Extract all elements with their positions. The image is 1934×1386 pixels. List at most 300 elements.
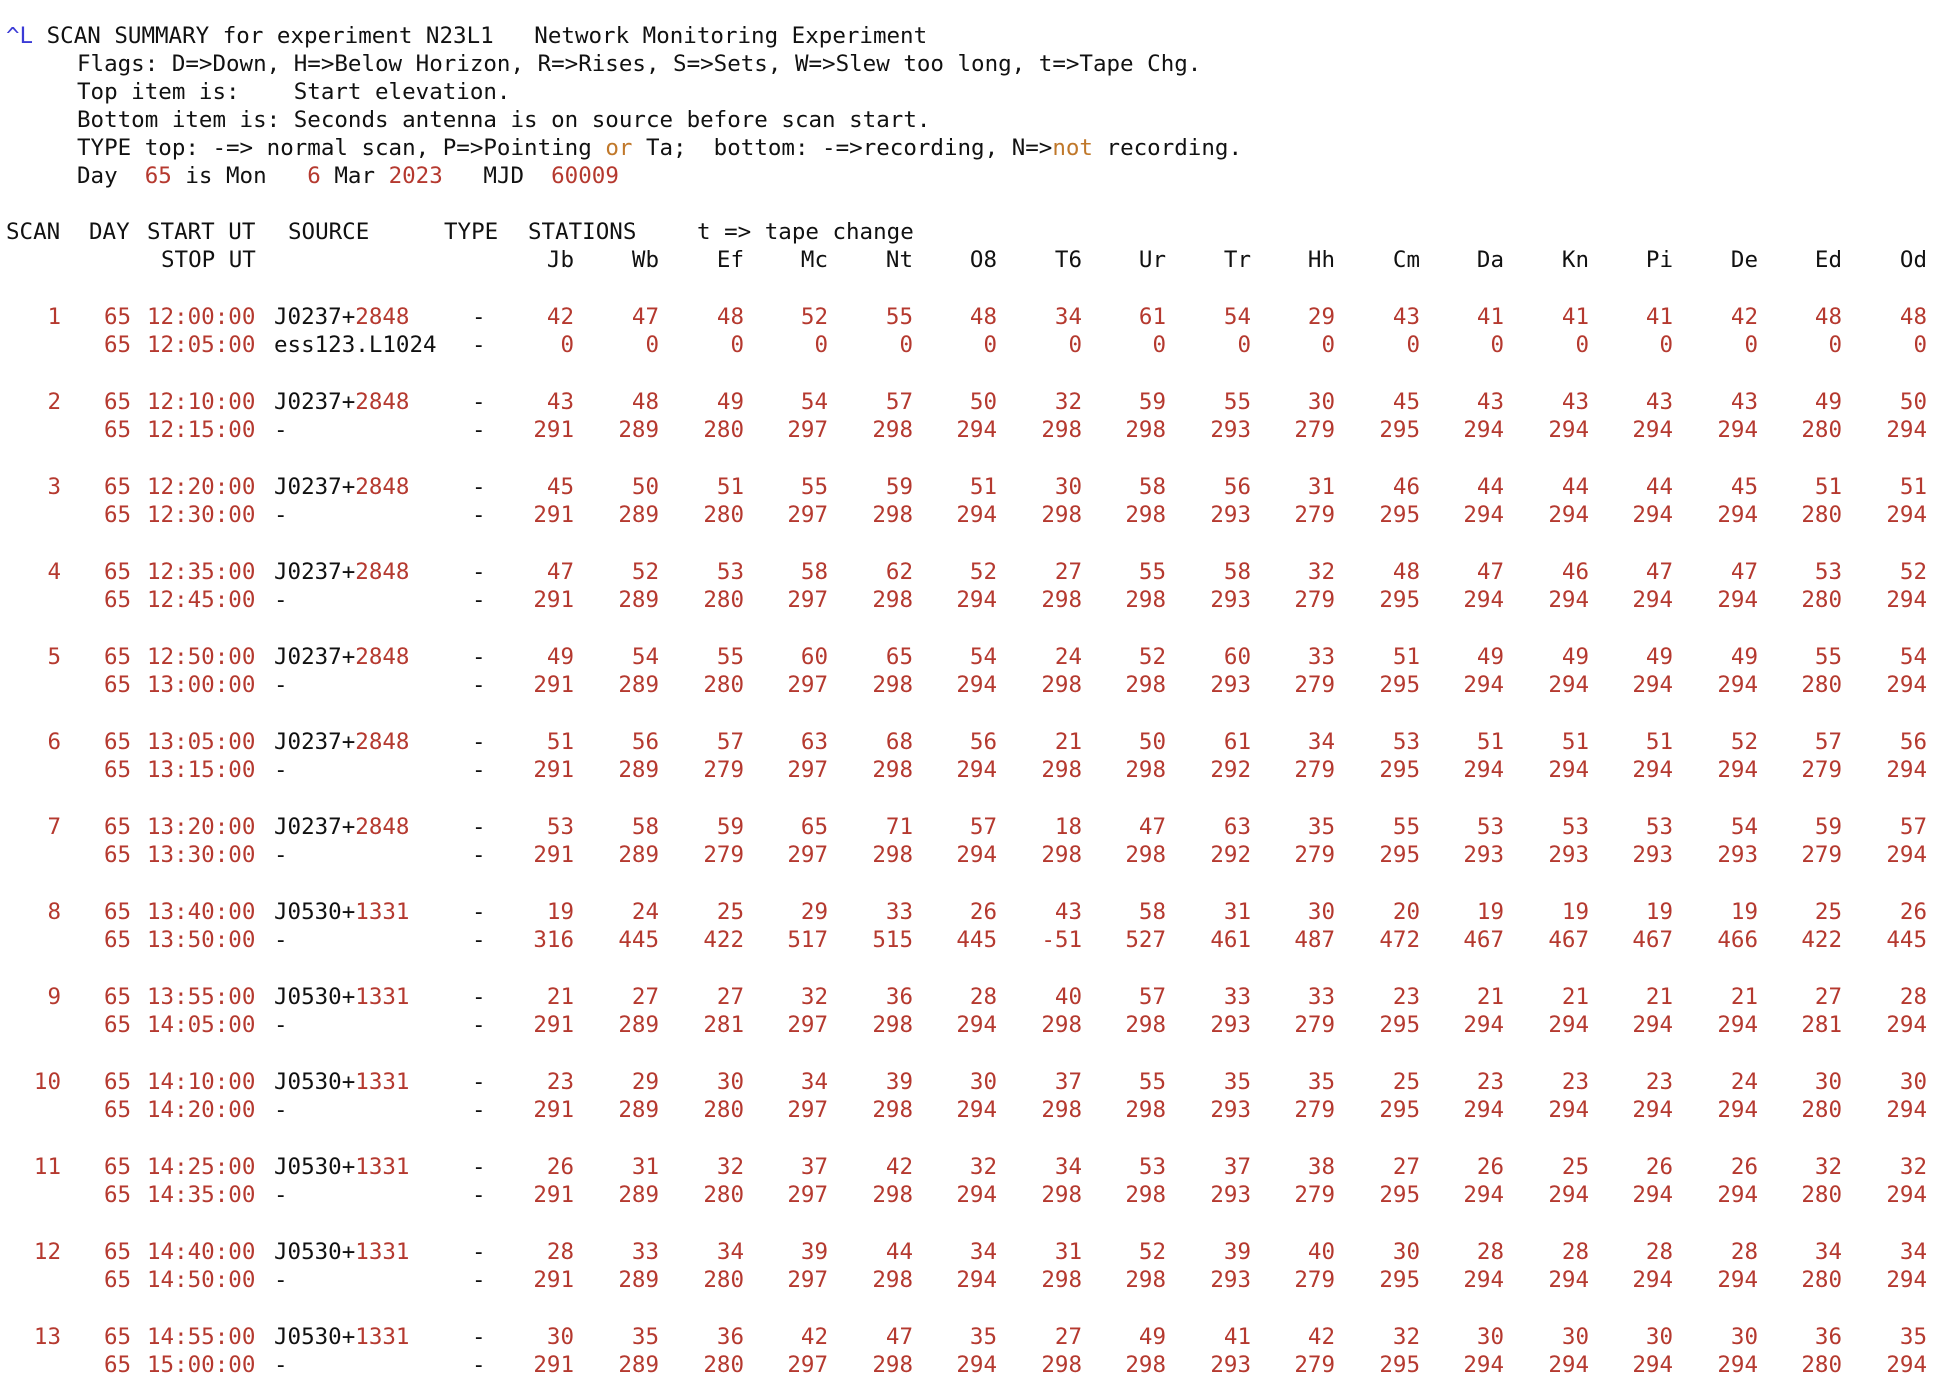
elevation-value: 39 <box>885 1069 913 1095</box>
elevation-value: 58 <box>631 814 659 840</box>
on-source-seconds: 291 <box>533 672 574 698</box>
elevation-value: 28 <box>1899 984 1927 1010</box>
on-source-seconds: 279 <box>703 842 744 868</box>
station-header-kn: Kn <box>1561 247 1589 273</box>
elevation-value: 26 <box>1476 1154 1504 1180</box>
elevation-value: 53 <box>1814 559 1842 585</box>
elevation-value: 49 <box>1730 644 1758 670</box>
on-source-seconds: 294 <box>1548 1182 1589 1208</box>
elevation-value: 53 <box>1645 814 1673 840</box>
on-source-seconds: 291 <box>533 842 574 868</box>
scan-number: 1 <box>47 304 61 330</box>
on-source-seconds: 298 <box>1125 502 1166 528</box>
on-source-seconds: 461 <box>1210 927 1251 953</box>
elevation-value: 26 <box>1899 899 1927 925</box>
on-source-seconds: 279 <box>1294 1352 1335 1378</box>
on-source-seconds: 298 <box>872 587 913 613</box>
on-source-seconds: 298 <box>872 1352 913 1378</box>
elevation-value: 54 <box>631 644 659 670</box>
scan-type-bottom: - <box>472 842 486 868</box>
on-source-seconds: 294 <box>1717 757 1758 783</box>
scan-source <box>274 813 409 841</box>
elevation-value: 59 <box>716 814 744 840</box>
scan-start-time: 14:40:00 <box>147 1239 256 1265</box>
on-source-seconds: 295 <box>1379 1267 1420 1293</box>
elevation-value: 51 <box>716 474 744 500</box>
on-source-seconds: 467 <box>1463 927 1504 953</box>
on-source-seconds: 294 <box>956 1097 997 1123</box>
elevation-value: 52 <box>1138 644 1166 670</box>
scan-day: 65 <box>104 1239 132 1265</box>
scan-day: 65 <box>104 332 132 358</box>
on-source-seconds: 294 <box>956 1267 997 1293</box>
scan-day: 65 <box>104 814 132 840</box>
elevation-value: 55 <box>885 304 913 330</box>
on-source-seconds: 291 <box>533 502 574 528</box>
on-source-seconds: 280 <box>1801 672 1842 698</box>
scan-day: 65 <box>104 644 132 670</box>
elevation-value: 56 <box>1899 729 1927 755</box>
col-day: DAY <box>89 219 130 245</box>
source-number: 1331 <box>355 1324 410 1350</box>
on-source-seconds: 280 <box>703 1267 744 1293</box>
on-source-seconds: 0 <box>645 332 659 358</box>
scan-stop-time: 13:15:00 <box>147 757 256 783</box>
scan-day: 65 <box>104 984 132 1010</box>
source-name: J0237+ <box>274 474 356 500</box>
weekday: is Mon <box>185 163 267 189</box>
elevation-value: 49 <box>1561 644 1589 670</box>
on-source-seconds: 289 <box>618 502 659 528</box>
on-source-seconds: 0 <box>814 332 828 358</box>
elevation-value: 55 <box>1138 1069 1166 1095</box>
on-source-seconds: 298 <box>872 757 913 783</box>
elevation-value: 51 <box>1899 474 1927 500</box>
on-source-seconds: 279 <box>1294 842 1335 868</box>
elevation-value: 38 <box>1307 1154 1335 1180</box>
elevation-value: 24 <box>1054 644 1082 670</box>
elevation-value: 47 <box>885 1324 913 1350</box>
scan-stop-time: 14:20:00 <box>147 1097 256 1123</box>
on-source-seconds: 294 <box>1886 842 1927 868</box>
scan-number: 10 <box>33 1069 61 1095</box>
elevation-value: 21 <box>1476 984 1504 1010</box>
scan-day: 65 <box>104 899 132 925</box>
on-source-seconds: 294 <box>1717 1352 1758 1378</box>
scan-day: 65 <box>104 757 132 783</box>
scan-type-bottom: - <box>472 1352 486 1378</box>
elevation-value: 32 <box>716 1154 744 1180</box>
elevation-value: 21 <box>1645 984 1673 1010</box>
elevation-value: 23 <box>1392 984 1420 1010</box>
elevation-value: 43 <box>1392 304 1420 330</box>
scan-type-top: - <box>472 389 486 415</box>
scan-source <box>274 1153 409 1181</box>
scan-type-top: - <box>472 559 486 585</box>
on-source-seconds: 294 <box>1717 672 1758 698</box>
elevation-value: 54 <box>969 644 997 670</box>
elevation-value: 35 <box>631 1324 659 1350</box>
scan-stop-time: 15:00:00 <box>147 1352 256 1378</box>
elevation-value: 34 <box>716 1239 744 1265</box>
scan-source-secondary: - <box>274 1267 288 1293</box>
on-source-seconds: 445 <box>618 927 659 953</box>
on-source-seconds: 445 <box>956 927 997 953</box>
on-source-seconds: 297 <box>787 842 828 868</box>
source-name: J0237+ <box>274 644 356 670</box>
elevation-value: 27 <box>1054 1324 1082 1350</box>
elevation-value: 30 <box>1645 1324 1673 1350</box>
elevation-value: 27 <box>716 984 744 1010</box>
type-legend <box>77 134 1242 162</box>
scan-type-top: - <box>472 814 486 840</box>
elevation-value: 35 <box>1307 814 1335 840</box>
source-number: 2848 <box>355 814 410 840</box>
on-source-seconds: 280 <box>1801 1182 1842 1208</box>
scan-type-bottom: - <box>472 587 486 613</box>
on-source-seconds: 294 <box>956 1352 997 1378</box>
on-source-seconds: 293 <box>1632 842 1673 868</box>
on-source-seconds: 297 <box>787 1097 828 1123</box>
source-number: 1331 <box>355 899 410 925</box>
elevation-value: 50 <box>1138 729 1166 755</box>
on-source-seconds: 293 <box>1717 842 1758 868</box>
on-source-seconds: 294 <box>1463 502 1504 528</box>
on-source-seconds: 291 <box>533 417 574 443</box>
elevation-value: 34 <box>969 1239 997 1265</box>
elevation-value: 61 <box>1223 729 1251 755</box>
elevation-value: 58 <box>800 559 828 585</box>
elevation-value: 34 <box>1307 729 1335 755</box>
elevation-value: 48 <box>716 304 744 330</box>
source-number: 2848 <box>355 559 410 585</box>
elevation-value: 44 <box>1645 474 1673 500</box>
elevation-value: 43 <box>1730 389 1758 415</box>
on-source-seconds: 298 <box>872 1012 913 1038</box>
elevation-value: 59 <box>1814 814 1842 840</box>
elevation-value: 55 <box>1814 644 1842 670</box>
scan-day: 65 <box>104 1324 132 1350</box>
on-source-seconds: 279 <box>1294 1267 1335 1293</box>
elevation-value: 57 <box>969 814 997 840</box>
elevation-value: 51 <box>1476 729 1504 755</box>
on-source-seconds: 294 <box>1886 1352 1927 1378</box>
on-source-seconds: 293 <box>1210 672 1251 698</box>
scan-number: 6 <box>47 729 61 755</box>
scan-stop-time: 14:50:00 <box>147 1267 256 1293</box>
scan-start-time: 13:40:00 <box>147 899 256 925</box>
elevation-value: 58 <box>1138 899 1166 925</box>
source-name: J0237+ <box>274 389 356 415</box>
scan-number: 8 <box>47 899 61 925</box>
on-source-seconds: 293 <box>1463 842 1504 868</box>
scan-source <box>274 1323 409 1351</box>
elevation-value: 60 <box>1223 644 1251 670</box>
on-source-seconds: 0 <box>560 332 574 358</box>
day-number: 65 <box>144 163 172 189</box>
on-source-seconds: 0 <box>1744 332 1758 358</box>
on-source-seconds: 295 <box>1379 1097 1420 1123</box>
on-source-seconds: 298 <box>1125 1267 1166 1293</box>
source-name: J0530+ <box>274 1069 356 1095</box>
scan-stop-time: 12:05:00 <box>147 332 256 358</box>
elevation-value: 46 <box>1561 559 1589 585</box>
scan-type-top: - <box>472 1069 486 1095</box>
scan-start-time: 13:05:00 <box>147 729 256 755</box>
on-source-seconds: 297 <box>787 1352 828 1378</box>
type-legend-or: or <box>605 135 633 161</box>
elevation-value: 23 <box>1476 1069 1504 1095</box>
scan-type-top: - <box>472 729 486 755</box>
elevation-value: 19 <box>1645 899 1673 925</box>
on-source-seconds: 298 <box>1041 502 1082 528</box>
on-source-seconds: 291 <box>533 1267 574 1293</box>
on-source-seconds: 294 <box>956 842 997 868</box>
on-source-seconds: 294 <box>1717 417 1758 443</box>
on-source-seconds: 280 <box>1801 587 1842 613</box>
elevation-value: 54 <box>1223 304 1251 330</box>
on-source-seconds: 291 <box>533 587 574 613</box>
scan-source <box>274 1068 409 1096</box>
on-source-seconds: 297 <box>787 1012 828 1038</box>
scan-day: 65 <box>104 1352 132 1378</box>
elevation-value: 51 <box>1561 729 1589 755</box>
elevation-value: 40 <box>1054 984 1082 1010</box>
scan-type-top: - <box>472 644 486 670</box>
elevation-value: 62 <box>885 559 913 585</box>
on-source-seconds: 279 <box>1801 842 1842 868</box>
on-source-seconds: 294 <box>1717 587 1758 613</box>
scan-day: 65 <box>104 672 132 698</box>
scan-source <box>274 473 409 501</box>
elevation-value: 53 <box>1476 814 1504 840</box>
on-source-seconds: 280 <box>1801 502 1842 528</box>
on-source-seconds: 298 <box>1041 1097 1082 1123</box>
on-source-seconds: 280 <box>703 417 744 443</box>
on-source-seconds: 467 <box>1548 927 1589 953</box>
on-source-seconds: 0 <box>1237 332 1251 358</box>
scan-source-secondary: - <box>274 1352 288 1378</box>
elevation-value: 42 <box>800 1324 828 1350</box>
elevation-value: 55 <box>1392 814 1420 840</box>
on-source-seconds: 295 <box>1379 672 1420 698</box>
elevation-value: 43 <box>1561 389 1589 415</box>
elevation-value: 30 <box>1730 1324 1758 1350</box>
scan-stop-time: 13:00:00 <box>147 672 256 698</box>
elevation-value: 50 <box>969 389 997 415</box>
elevation-value: 53 <box>716 559 744 585</box>
on-source-seconds: 0 <box>1828 332 1842 358</box>
station-header-wb: Wb <box>631 247 659 273</box>
scan-type-bottom: - <box>472 757 486 783</box>
scan-day: 65 <box>104 502 132 528</box>
elevation-value: 47 <box>1730 559 1758 585</box>
top-item-legend: Top item is: Start elevation. <box>77 79 511 105</box>
elevation-value: 30 <box>546 1324 574 1350</box>
on-source-seconds: 279 <box>1801 757 1842 783</box>
elevation-value: 47 <box>631 304 659 330</box>
on-source-seconds: 0 <box>1406 332 1420 358</box>
on-source-seconds: 297 <box>787 1182 828 1208</box>
elevation-value: 31 <box>1054 1239 1082 1265</box>
scan-type-bottom: - <box>472 502 486 528</box>
elevation-value: 63 <box>800 729 828 755</box>
station-header-t6: T6 <box>1054 247 1082 273</box>
elevation-value: 35 <box>1899 1324 1927 1350</box>
scan-source-secondary: - <box>274 927 288 953</box>
on-source-seconds: 298 <box>1041 1352 1082 1378</box>
scan-stop-time: 13:30:00 <box>147 842 256 868</box>
elevation-value: 31 <box>1223 899 1251 925</box>
scan-day: 65 <box>104 1154 132 1180</box>
scan-start-time: 12:35:00 <box>147 559 256 585</box>
on-source-seconds: 0 <box>1068 332 1082 358</box>
date-year: 2023 <box>388 163 443 189</box>
scan-day: 65 <box>104 474 132 500</box>
on-source-seconds: 294 <box>1548 587 1589 613</box>
on-source-seconds: 291 <box>533 1182 574 1208</box>
scan-start-time: 12:10:00 <box>147 389 256 415</box>
on-source-seconds: 298 <box>1041 842 1082 868</box>
on-source-seconds: 298 <box>1125 1182 1166 1208</box>
scan-source-secondary: - <box>274 672 288 698</box>
on-source-seconds: 289 <box>618 1267 659 1293</box>
elevation-value: 28 <box>1476 1239 1504 1265</box>
source-number: 1331 <box>355 1069 410 1095</box>
on-source-seconds: 294 <box>1548 1267 1589 1293</box>
on-source-seconds: 294 <box>956 587 997 613</box>
on-source-seconds: 294 <box>1632 587 1673 613</box>
col-source: SOURCE <box>288 219 370 245</box>
on-source-seconds: 298 <box>1041 672 1082 698</box>
scan-type-bottom: - <box>472 1267 486 1293</box>
on-source-seconds: 0 <box>1490 332 1504 358</box>
scan-source <box>274 728 409 756</box>
station-header-ed: Ed <box>1814 247 1842 273</box>
on-source-seconds: 295 <box>1379 1182 1420 1208</box>
elevation-value: 56 <box>631 729 659 755</box>
date-line <box>77 162 619 190</box>
elevation-value: 50 <box>1899 389 1927 415</box>
on-source-seconds: 289 <box>618 417 659 443</box>
elevation-value: 30 <box>1307 899 1335 925</box>
elevation-value: 50 <box>631 474 659 500</box>
on-source-seconds: 279 <box>1294 672 1335 698</box>
elevation-value: 58 <box>1138 474 1166 500</box>
elevation-value: 34 <box>1814 1239 1842 1265</box>
station-header-de: De <box>1730 247 1758 273</box>
elevation-value: 63 <box>1223 814 1251 840</box>
on-source-seconds: 298 <box>1041 587 1082 613</box>
elevation-value: 46 <box>1392 474 1420 500</box>
col-start: START UT <box>147 219 256 245</box>
scan-start-time: 14:10:00 <box>147 1069 256 1095</box>
on-source-seconds: 422 <box>703 927 744 953</box>
elevation-value: 32 <box>1307 559 1335 585</box>
elevation-value: 30 <box>1899 1069 1927 1095</box>
scan-source-secondary: - <box>274 502 288 528</box>
scan-number: 2 <box>47 389 61 415</box>
elevation-value: 44 <box>885 1239 913 1265</box>
scan-number: 11 <box>33 1154 61 1180</box>
on-source-seconds: 280 <box>703 672 744 698</box>
elevation-value: 25 <box>1561 1154 1589 1180</box>
on-source-seconds: 294 <box>956 672 997 698</box>
elevation-value: 49 <box>546 644 574 670</box>
elevation-value: 65 <box>800 814 828 840</box>
scan-type-top: - <box>472 304 486 330</box>
elevation-value: 42 <box>1730 304 1758 330</box>
source-name: J0237+ <box>274 559 356 585</box>
on-source-seconds: 294 <box>956 502 997 528</box>
on-source-seconds: 294 <box>1548 1097 1589 1123</box>
on-source-seconds: 289 <box>618 1012 659 1038</box>
elevation-value: 53 <box>1138 1154 1166 1180</box>
source-name: J0237+ <box>274 814 356 840</box>
elevation-value: 26 <box>1730 1154 1758 1180</box>
elevation-value: 21 <box>1730 984 1758 1010</box>
elevation-value: 33 <box>631 1239 659 1265</box>
scan-source <box>274 983 409 1011</box>
on-source-seconds: 294 <box>1886 502 1927 528</box>
scan-day: 65 <box>104 389 132 415</box>
col-stop: STOP UT <box>161 247 256 273</box>
elevation-value: 56 <box>969 729 997 755</box>
on-source-seconds: 487 <box>1294 927 1335 953</box>
elevation-value: 48 <box>1392 559 1420 585</box>
elevation-value: 30 <box>1054 474 1082 500</box>
on-source-seconds: 295 <box>1379 587 1420 613</box>
type-legend-part: TYPE top: -=> normal scan, P=>Pointing <box>77 135 606 161</box>
elevation-value: 21 <box>1054 729 1082 755</box>
elevation-value: 32 <box>1899 1154 1927 1180</box>
on-source-seconds: 293 <box>1210 1012 1251 1038</box>
scan-source-secondary: - <box>274 842 288 868</box>
elevation-value: 53 <box>546 814 574 840</box>
elevation-value: 30 <box>1814 1069 1842 1095</box>
scan-number: 4 <box>47 559 61 585</box>
on-source-seconds: 298 <box>872 1267 913 1293</box>
elevation-value: 27 <box>1392 1154 1420 1180</box>
on-source-seconds: 298 <box>1041 1182 1082 1208</box>
elevation-value: 52 <box>631 559 659 585</box>
on-source-seconds: 294 <box>1886 1012 1927 1038</box>
scan-source-secondary: - <box>274 1012 288 1038</box>
elevation-value: 19 <box>1561 899 1589 925</box>
elevation-value: 65 <box>885 644 913 670</box>
on-source-seconds: 291 <box>533 1012 574 1038</box>
col-scan: SCAN <box>6 219 61 245</box>
elevation-value: 53 <box>1561 814 1589 840</box>
elevation-value: 45 <box>1392 389 1420 415</box>
scan-source <box>274 303 409 331</box>
station-header-da: Da <box>1476 247 1504 273</box>
source-number: 2848 <box>355 729 410 755</box>
on-source-seconds: 291 <box>533 757 574 783</box>
elevation-value: 23 <box>546 1069 574 1095</box>
on-source-seconds: 279 <box>1294 502 1335 528</box>
scan-type-top: - <box>472 1154 486 1180</box>
on-source-seconds: 294 <box>1632 1097 1673 1123</box>
on-source-seconds: 0 <box>1575 332 1589 358</box>
scan-type-bottom: - <box>472 672 486 698</box>
form-feed-marker: ^L <box>6 23 34 49</box>
on-source-seconds: 294 <box>956 1182 997 1208</box>
on-source-seconds: 0 <box>1321 332 1335 358</box>
on-source-seconds: 472 <box>1379 927 1420 953</box>
on-source-seconds: 294 <box>1463 757 1504 783</box>
elevation-value: 58 <box>1223 559 1251 585</box>
